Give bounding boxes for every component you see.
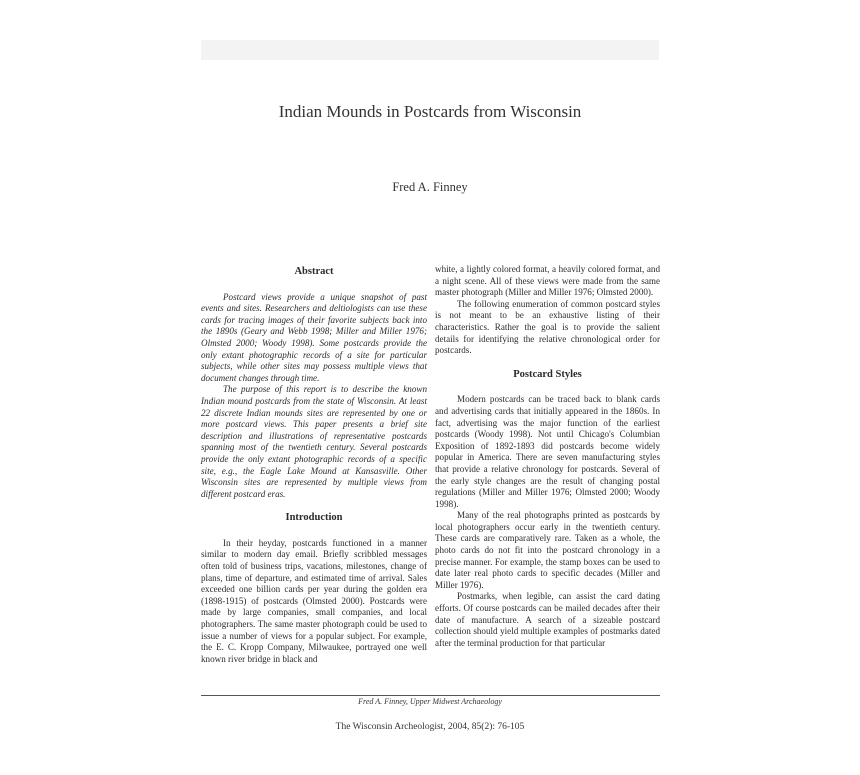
paper-author: Fred A. Finney	[392, 180, 468, 194]
introduction-heading: Introduction	[285, 512, 343, 524]
styles-paragraph: Postmarks, when legible, can assist the card dating efforts. Of course postcards can be mailed decades after their date of manufacture. A search of a sizeable postcard collection should yield multiple examples of postmarks dated after the terminal production for that particular	[435, 591, 660, 648]
abstract-heading: Abstract	[294, 266, 334, 277]
introduction-paragraph: In their heyday, postcards functioned in a manner similar to modern day email. Briefly scribbled messages often told of business trips, vacations, milestones, change of plans, time of departure, and estimated time of arrival. Sales exceeded one billion cards per year during the golden era (1898-1915) of postcards (Olmsted 2000). Postcards were made by large companies, small companies, and local photographers. The same master photograph could be used to issue a number of views for a popular subject. For example, the E. C. Kropp Company, Milwaukee, portrayed one well known river bridge in black and	[201, 537, 427, 664]
abstract-paragraph: The purpose of this report is to describe the known Indian mound postcards from the state of Wisconsin. At least 22 discrete Indian mounds sites are represented by one or more postcard views. This paper presents a brief site description and illustrations of representative postcards spanning most of the twentieth century. Several postcards provide the only extant photographic records of a specific site, e.g., the Eagle Lake Mound at Kansasville. Other Wisconsin sites are represented by multiple views from different postcard eras.	[201, 384, 427, 499]
left-column	[201, 264, 427, 665]
styles-paragraph: Modern postcards can be traced back to blank cards and advertising cards that initially appeared in the 1860s. In fact, advertising was the major function of the earliest postcards (Woody 1998). Not until Chicago's Columbian Exposition of 1892-1893 did postcards become widely popular in America. There are seven manufacturing styles that provide a relative chronology for postcards. Several of the early style changes are the result of changing postal regulations (Miller and Miller 1976; Olmsted 2000; Woody 1998).	[435, 394, 660, 509]
introduction-section	[201, 512, 427, 665]
postcard-styles-heading: Postcard Styles	[513, 368, 582, 380]
top-header-band	[201, 40, 659, 60]
postcard-styles-section	[435, 369, 660, 650]
paper-title: Indian Mounds in Postcards from Wisconsin	[278, 102, 582, 121]
footer-divider	[201, 695, 660, 696]
right-column	[435, 264, 660, 649]
continued-paragraph: white, a lightly colored format, a heavily colored format, and a night scene. All of these views were made from the same master photograph (Miller and Miller 1976; Olmsted 2000).	[435, 264, 660, 298]
journal-citation: The Wisconsin Archeologist, 2004, 85(2): 76-105	[335, 722, 525, 732]
abstract-section	[201, 266, 427, 500]
styles-paragraph: Many of the real photographs printed as postcards by local photographers occur early in the twentieth century. These cards are comparatively rare. Taken as a whole, the photo cards do not fit into the postcard chronology in a precise manner. For example, the stamp boxes can be used to date later real photo cards to specific decades (Miller and Miller 1976).	[435, 510, 660, 590]
abstract-paragraph: Postcard views provide a unique snapshot of past events and sites. Researchers and deltiologists can use these cards for tracing images of their favorite subjects back into the 1890s (Geary and Webb 1998; Miller and Miller 1976; Olmsted 2000; Woody 1998). Some postcards provide the only extant photographic records of a site for particular subjects, while other sites may possess multiple views that document changes through time.	[201, 291, 427, 383]
body-paragraph: The following enumeration of common postcard styles is not meant to be an exhaustive listing of their characteristics. Rather the goal is to provide the salient details for identifying the relative chronological order for postcards.	[435, 298, 660, 356]
running-footer: Fred A. Finney, Upper Midwest Archaeology	[358, 697, 502, 706]
